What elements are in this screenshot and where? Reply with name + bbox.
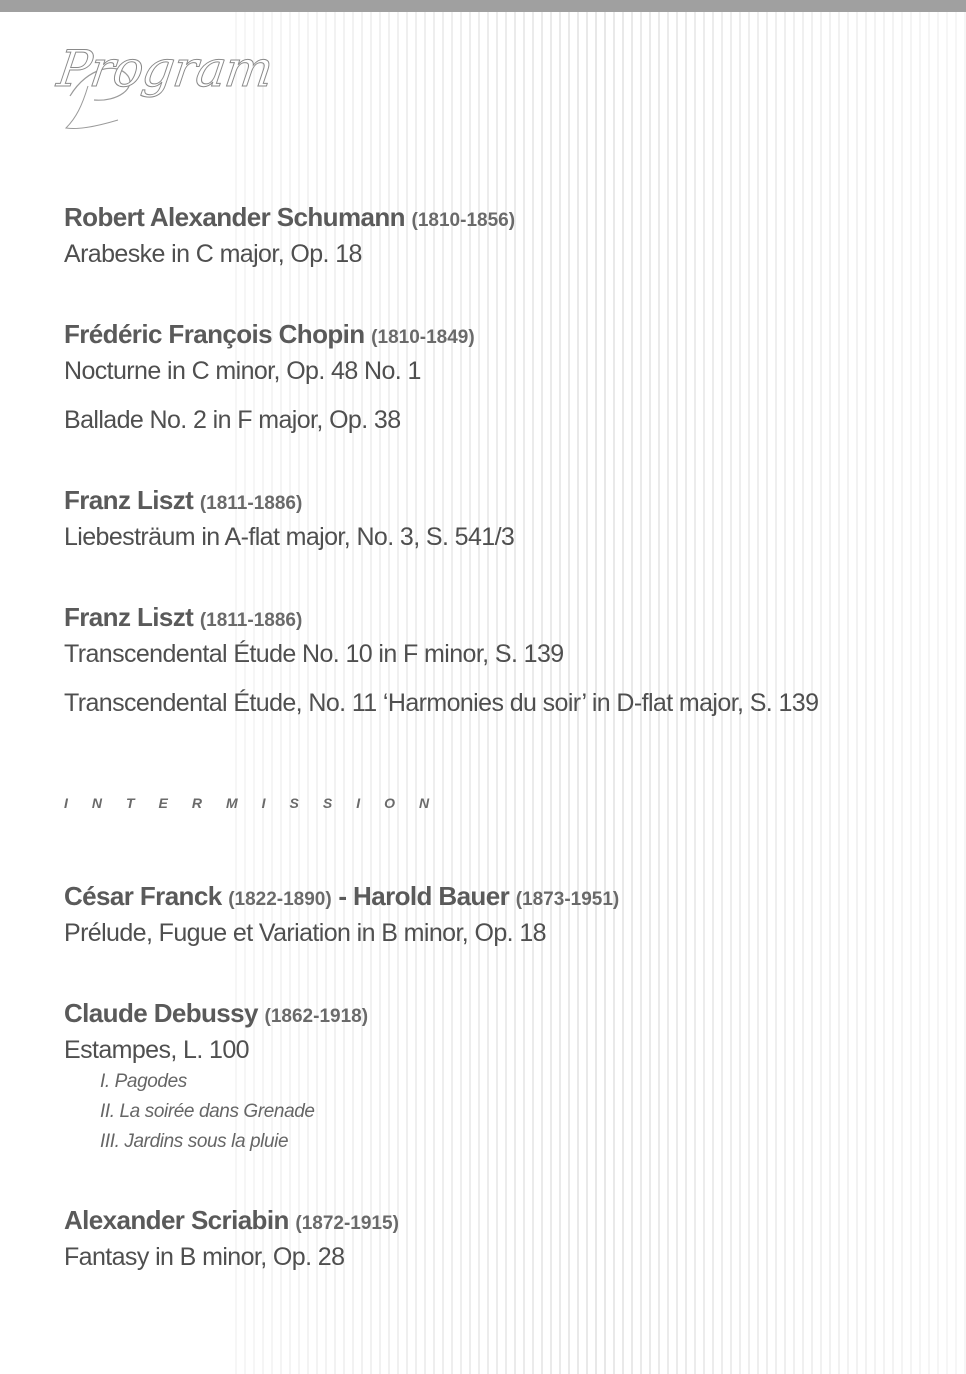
program-entry-liszt-1 [64,484,514,554]
program-entry-schumann [64,201,515,271]
program-entry-scriabin [64,1204,399,1274]
work-title: Fantasy in B minor, Op. 28 [64,1243,345,1271]
composer-name: César Franck [64,881,222,911]
composer-line [64,1204,399,1240]
composer-name: Alexander Scriabin [64,1205,289,1235]
composer-name: Franz Liszt [64,485,194,515]
work-title: Transcendental Étude, No. 11 ‘Harmonies du soir’ in D-flat major, S. 139 [64,689,819,717]
composer-dates: (1822-1890) [228,889,332,910]
work-title: Liebesträum in A-flat major, No. 3, S. 541/3 [64,523,515,551]
composer-line [64,318,475,354]
composer-name: Robert Alexander Schumann [64,202,405,232]
composer-dates: (1811-1886) [199,493,303,514]
composer-name: Frédéric François Chopin [64,319,365,349]
composer-line [64,201,515,237]
movement-title: II. La soirée dans Grenade [100,1101,315,1122]
composer-dates: (1862-1918) [264,1006,369,1027]
composer-dates-2: (1873-1951) [515,889,620,910]
composer-name-2: Harold Bauer [353,881,510,911]
composer-name: Claude Debussy [64,998,258,1028]
composer-separator: - [338,881,347,911]
composer-name: Franz Liszt [64,602,194,632]
composer-dates: (1810-1849) [371,327,475,348]
composer-line [64,997,368,1033]
work-title: Arabeske in C major, Op. 18 [64,240,362,268]
program-entry-chopin [64,318,475,437]
movement-title: I. Pagodes [100,1071,187,1092]
composer-dates: (1811-1886) [199,610,303,631]
intermission-label: INTERMISSION [64,795,454,811]
program-entry-debussy [64,997,368,1157]
work-title: Nocturne in C minor, Op. 48 No. 1 [64,357,421,385]
composer-line [64,880,619,916]
work-title: Ballade No. 2 in F major, Op. 38 [64,406,401,434]
movement-title: III. Jardins sous la pluie [100,1131,289,1152]
page-title: Program [53,40,276,98]
work-title: Transcendental Étude No. 10 in F minor, S. 139 [64,640,564,668]
work-title: Estampes, L. 100 [64,1036,249,1064]
program-entry-liszt-2 [64,601,818,720]
composer-line [64,484,514,520]
composer-dates: (1810-1856) [411,210,516,231]
composer-line [64,601,818,637]
work-title: Prélude, Fugue et Variation in B minor, Op. 18 [64,919,546,947]
composer-dates: (1872-1915) [295,1213,399,1234]
top-bar [0,0,966,12]
program-entry-franck-bauer [64,880,619,950]
